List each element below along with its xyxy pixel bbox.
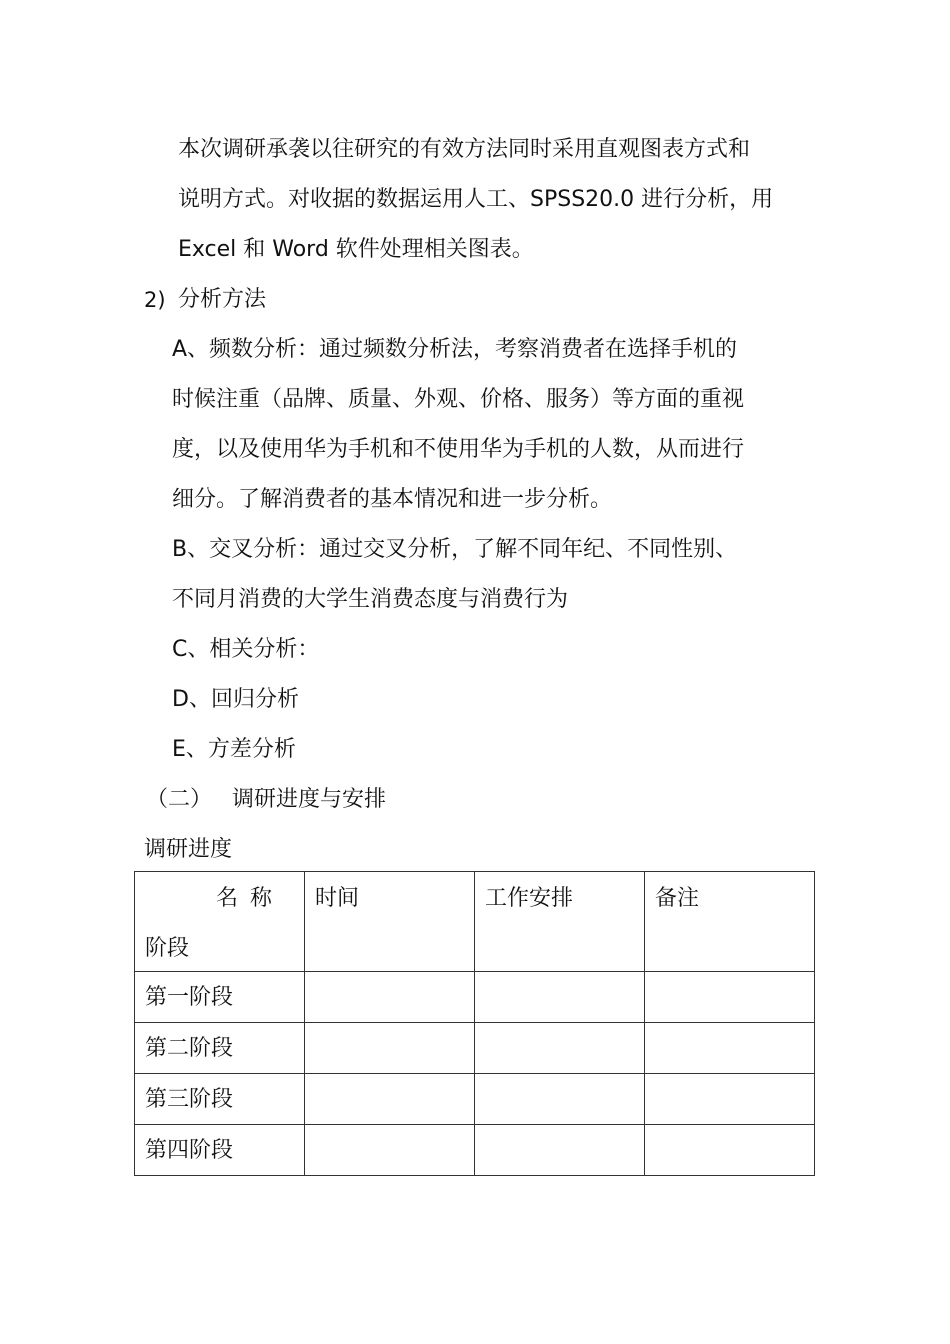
stage-cell: 第二阶段 bbox=[135, 1023, 305, 1074]
correlation-analysis: C、相关分析： bbox=[172, 637, 320, 662]
frequency-analysis-line-2: 时候注重（品牌、质量、外观、价格、服务）等方面的重视 bbox=[172, 387, 745, 412]
time-cell[interactable] bbox=[305, 972, 475, 1023]
schedule-subheading: 调研进度 bbox=[144, 837, 233, 862]
stage-cell: 第三阶段 bbox=[135, 1074, 305, 1125]
cross-analysis-line-2: 不同月消费的大学生消费态度与消费行为 bbox=[172, 587, 569, 612]
work-cell[interactable] bbox=[475, 972, 645, 1023]
stage-cell: 第一阶段 bbox=[135, 972, 305, 1023]
frequency-analysis-line-3: 度，以及使用华为手机和不使用华为手机的人数，从而进行 bbox=[172, 437, 745, 462]
work-cell[interactable] bbox=[475, 1023, 645, 1074]
note-cell[interactable] bbox=[645, 972, 815, 1023]
time-cell[interactable] bbox=[305, 1074, 475, 1125]
time-cell[interactable] bbox=[305, 1125, 475, 1176]
table-row bbox=[135, 972, 815, 1023]
corner-header-cell bbox=[135, 872, 305, 972]
work-cell[interactable] bbox=[475, 1125, 645, 1176]
header-remarks: 备注 bbox=[645, 872, 815, 972]
method-paragraph-line-2: 说明方式。对收据的数据运用人工、SPSS20.0 进行分析，用 bbox=[178, 187, 774, 212]
table-row bbox=[135, 1125, 815, 1176]
time-cell[interactable] bbox=[305, 1023, 475, 1074]
note-cell[interactable] bbox=[645, 1023, 815, 1074]
work-cell[interactable] bbox=[475, 1074, 645, 1125]
note-cell[interactable] bbox=[645, 1125, 815, 1176]
frequency-analysis-line-1: A、频数分析：通过频数分析法，考察消费者在选择手机的 bbox=[172, 337, 738, 362]
cross-analysis-line-1: B、交叉分析：通过交叉分析，了解不同年纪、不同性别、 bbox=[172, 537, 738, 562]
variance-analysis: E、方差分析 bbox=[172, 737, 296, 762]
part-heading-title: 调研进度与安排 bbox=[232, 787, 387, 812]
schedule-table bbox=[134, 871, 815, 1176]
method-paragraph-line-3: Excel 和 Word 软件处理相关图表。 bbox=[178, 237, 534, 262]
regression-analysis: D、回归分析 bbox=[172, 687, 299, 712]
header-work-arrangement: 工作安排 bbox=[475, 872, 645, 972]
table-header-row bbox=[135, 872, 815, 972]
frequency-analysis-line-4: 细分。了解消费者的基本情况和进一步分析。 bbox=[172, 487, 613, 512]
corner-stage-label: 阶段 bbox=[145, 936, 190, 961]
header-time: 时间 bbox=[305, 872, 475, 972]
table-row bbox=[135, 1074, 815, 1125]
section-number: 2) bbox=[144, 288, 166, 312]
stage-cell: 第四阶段 bbox=[135, 1125, 305, 1176]
section-title: 分析方法 bbox=[178, 287, 267, 312]
corner-name-label: 名称 bbox=[215, 886, 284, 911]
method-paragraph-line-1: 本次调研承袭以往研究的有效方法同时采用直观图表方式和 bbox=[178, 137, 751, 162]
note-cell[interactable] bbox=[645, 1074, 815, 1125]
table-row bbox=[135, 1023, 815, 1074]
part-heading-number: （二） bbox=[146, 787, 213, 812]
